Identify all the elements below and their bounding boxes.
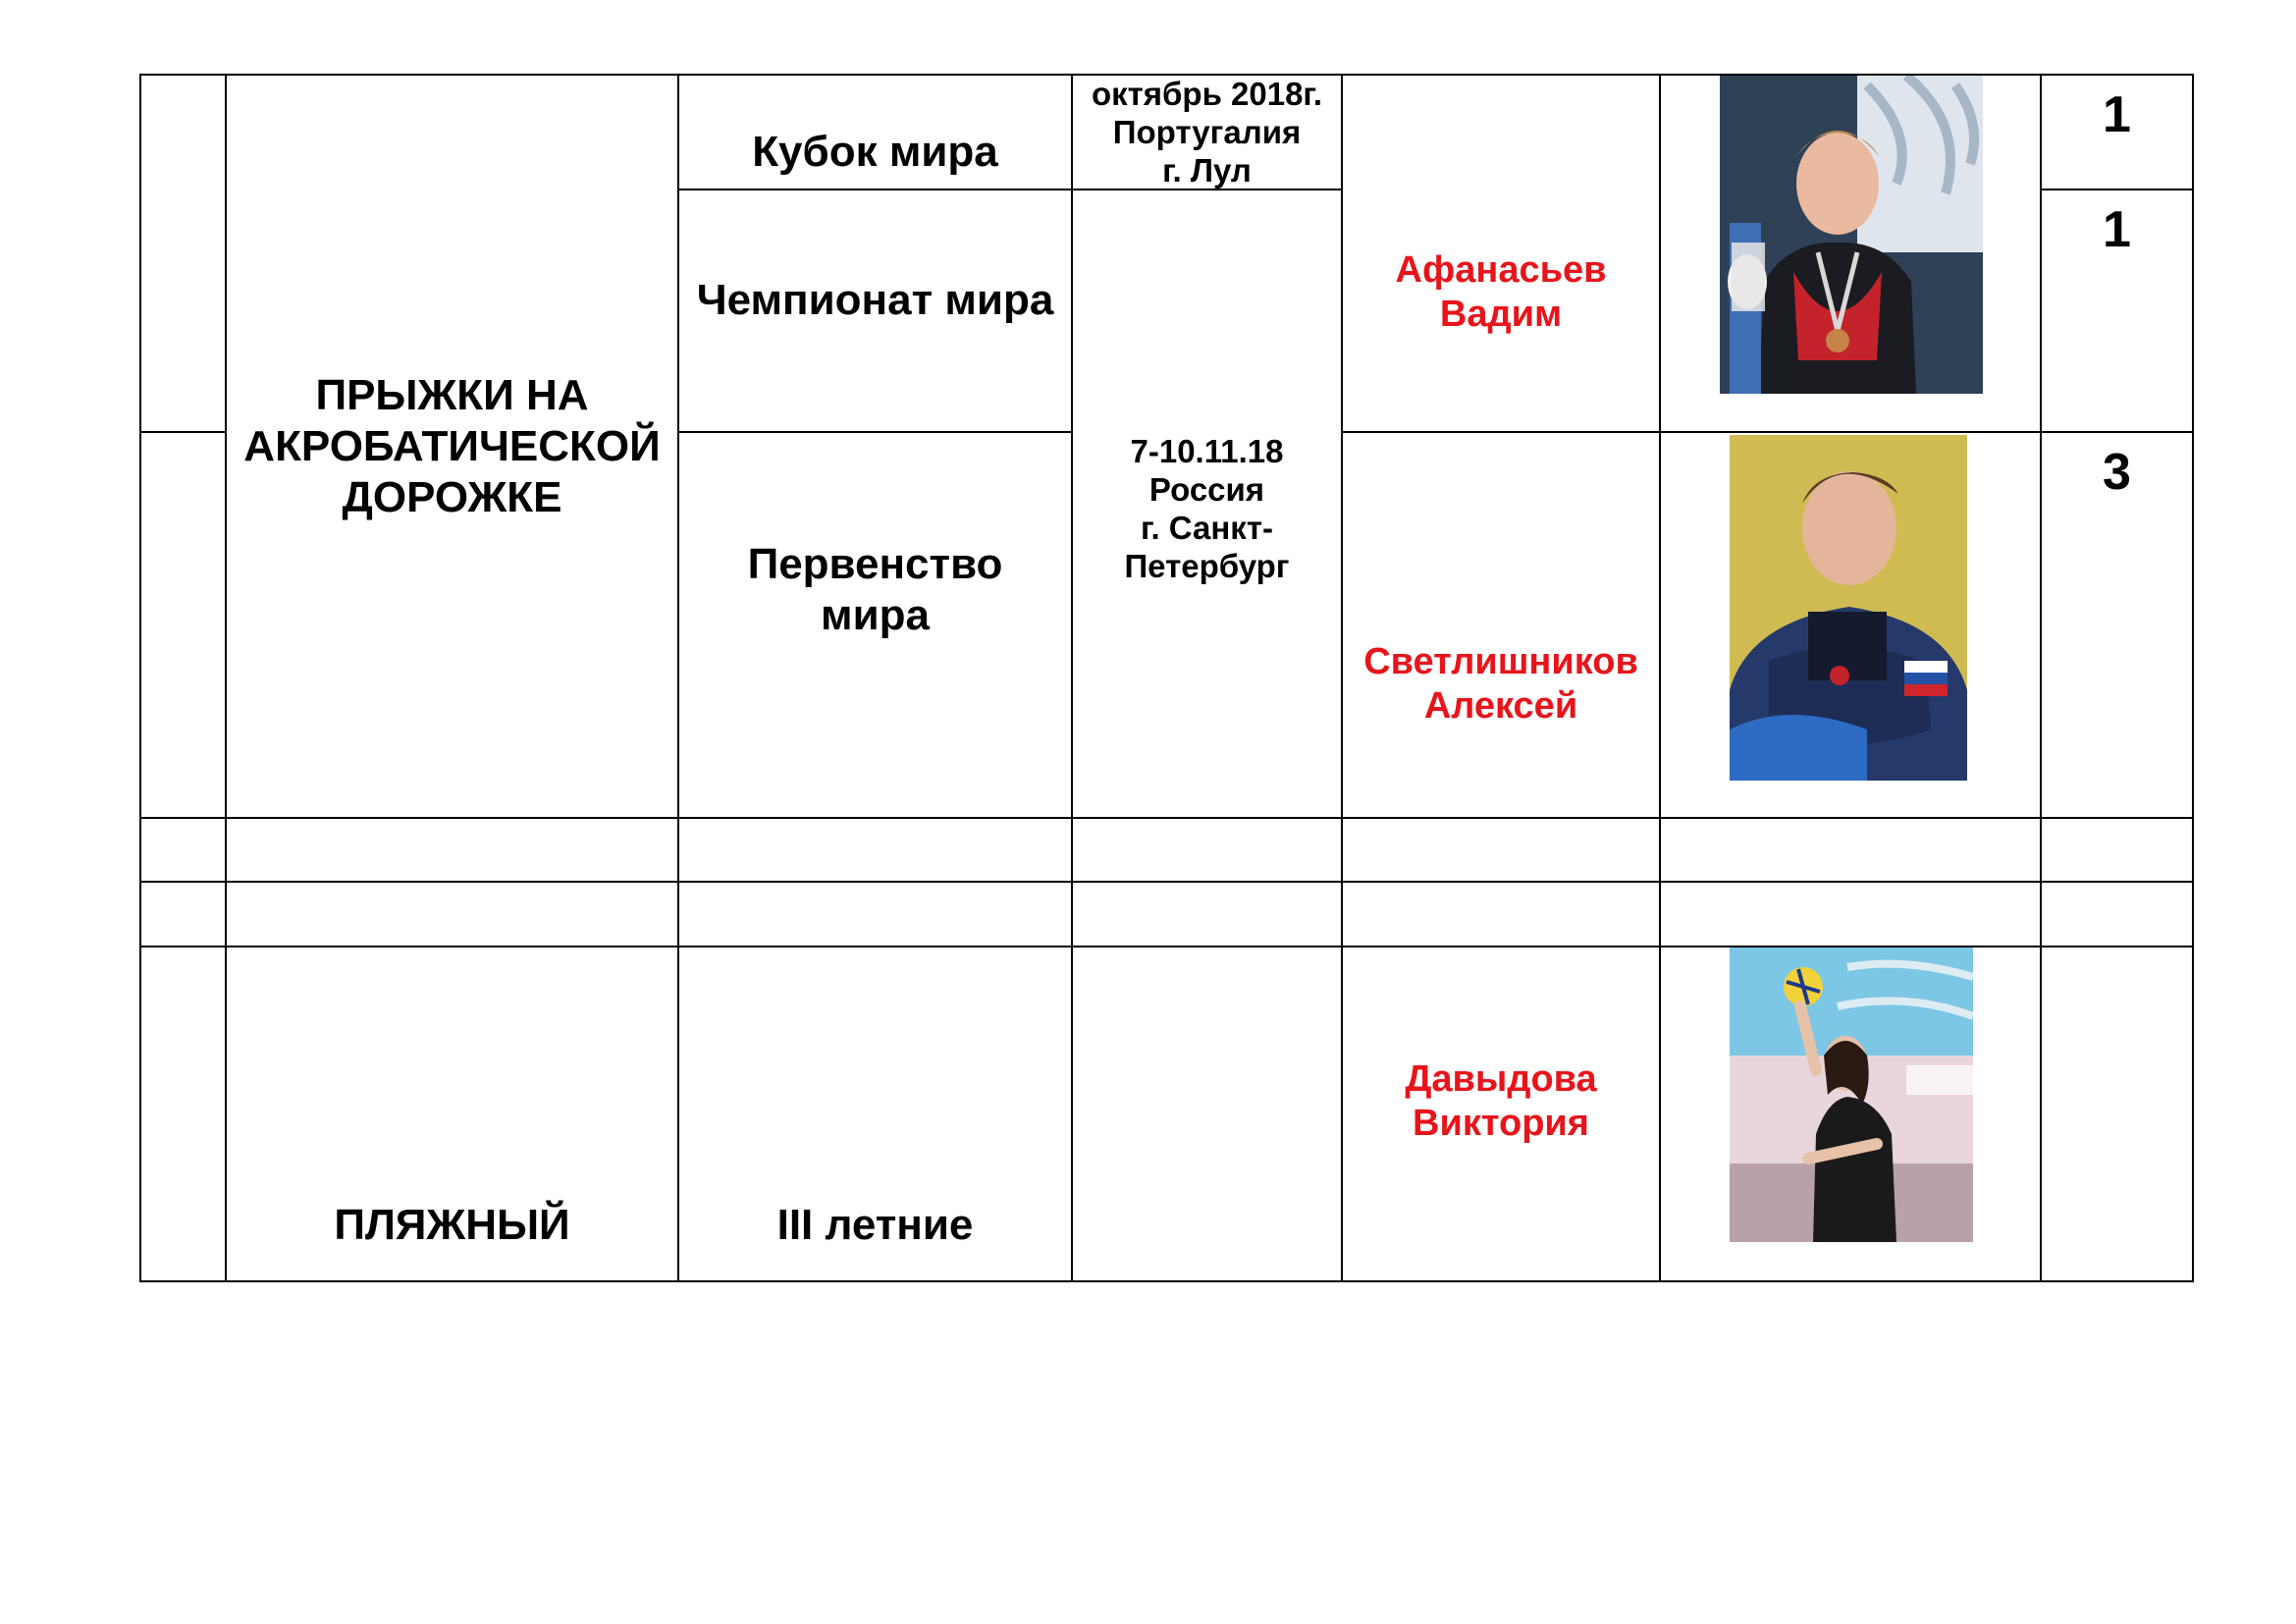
place-value: 3 bbox=[2103, 444, 2131, 501]
event-date-location: октябрь 2018г. Португалия г. Лул bbox=[1091, 76, 1323, 189]
event-title: Первенство мира bbox=[747, 539, 1003, 639]
event-title: Чемпионат мира bbox=[696, 275, 1054, 324]
athlete-photo-afanasyev bbox=[1720, 76, 1983, 394]
sport-cell bbox=[227, 947, 677, 1280]
event-cell bbox=[679, 947, 1071, 1280]
place-value: 1 bbox=[2103, 86, 2131, 143]
event-title: III летние bbox=[776, 1201, 974, 1249]
athlete-name-cell bbox=[1343, 947, 1659, 1280]
event-info-cell bbox=[1073, 76, 1341, 189]
place-cell bbox=[2042, 190, 2192, 431]
event-cell bbox=[679, 433, 1071, 817]
sport-name: ПЛЯЖНЫЙ bbox=[334, 1201, 570, 1249]
athlete-name-cell bbox=[1343, 76, 1659, 431]
sport-cell bbox=[227, 76, 677, 817]
event-cell bbox=[679, 76, 1071, 189]
athlete-name-cell bbox=[1343, 433, 1659, 817]
athlete-name: Афанасьев Вадим bbox=[1395, 249, 1607, 335]
event-date-location: 7-10.11.18 Россия г. Санкт- Петербург bbox=[1124, 433, 1290, 584]
sport-name: ПРЫЖКИ НА АКРОБАТИЧЕСКОЙ ДОРОЖКЕ bbox=[243, 370, 661, 521]
event-cell bbox=[679, 190, 1071, 431]
athlete-photo-svetlishnikov bbox=[1730, 435, 1967, 781]
event-title: Кубок мира bbox=[752, 127, 998, 176]
place-value: 1 bbox=[2103, 201, 2131, 258]
event-info-cell bbox=[1073, 190, 1341, 817]
athlete-name: Давыдова Виктория bbox=[1405, 1057, 1597, 1144]
place-cell bbox=[2042, 76, 2192, 189]
place-cell bbox=[2042, 433, 2192, 817]
athlete-name: Светлишников Алексей bbox=[1363, 640, 1638, 727]
athlete-photo-davydova bbox=[1730, 947, 1973, 1242]
